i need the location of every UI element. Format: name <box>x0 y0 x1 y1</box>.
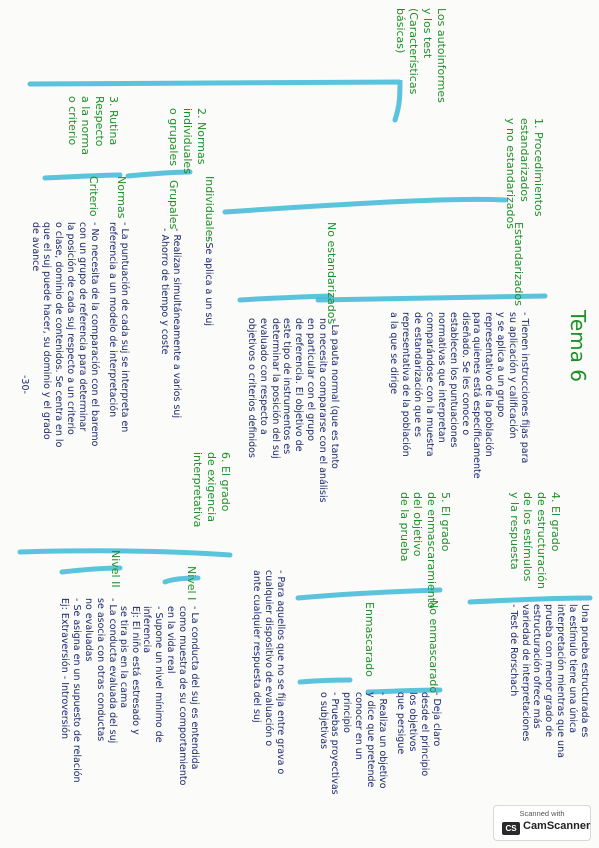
text-line: - Para aquellos que no se fija entre grava o <box>275 570 286 775</box>
text-line: - Pruebas proyectivas <box>329 692 341 795</box>
criterio-label: Criterio <box>87 176 100 217</box>
title-line: y los test <box>421 8 435 59</box>
heading-line: del objetivo <box>411 492 425 557</box>
text-line: - Se asigna en un supuesto de relación <box>71 598 83 783</box>
text-line: estructuración ofrece más <box>531 604 543 729</box>
text-line: la estímulo tiene una única <box>567 604 579 734</box>
text-line: - Realizan simultáneamente a varios suj <box>171 228 182 419</box>
bracket-sec6 <box>20 551 230 555</box>
bracket-sec4 <box>470 598 590 602</box>
page-title <box>393 8 448 103</box>
criterio-text <box>29 222 100 447</box>
text-line: inferencia <box>141 606 153 654</box>
text-line: este tipo de instrumentos es <box>281 318 293 455</box>
text-line: - La conducta del suj es entendida <box>189 606 200 770</box>
bracket-sec3 <box>45 175 120 178</box>
heading-line: 1. Procedimientos <box>532 118 545 217</box>
text-line: - La puntuación de cada suj se interpreta en <box>119 222 130 433</box>
text-line: Ej: Extraversión - Introversión <box>59 598 71 740</box>
text-line: comparándose con la muestra <box>424 312 435 457</box>
watermark-brand-text: CamScanner <box>523 820 591 832</box>
tema-heading: Tema 6 <box>566 310 590 382</box>
heading-line: de estructuración <box>535 492 549 589</box>
text-line: normativas que interpretan <box>435 312 447 443</box>
text-line: que el suj puede hacer, su dominio y el grado <box>41 222 53 440</box>
text-line: la posición de cada suj respecto a un criterio <box>65 222 77 435</box>
heading-line: 2. Normas <box>195 108 208 165</box>
text-line: variedad de interpretaciones <box>519 604 531 742</box>
text-line: a la que se dirige <box>388 312 400 395</box>
nivel1-label: Nivel I <box>185 566 198 601</box>
heading-line: y no estandarizados <box>504 118 518 229</box>
no-estandarizados-text <box>245 318 340 503</box>
page-number: -30- <box>19 375 30 394</box>
text-line: los objetivos <box>407 692 419 752</box>
text-line: se asocia con otras conductas <box>95 598 107 742</box>
text-line: evaluado con respecto a <box>257 318 269 435</box>
nivel2-text <box>59 598 118 783</box>
text-line: para quienes está específicamente <box>471 312 483 479</box>
text-line: Una prueba estructurada es <box>579 604 590 738</box>
grupales-label: Grupales <box>167 180 180 230</box>
heading-line: 3. Rutina <box>107 96 120 146</box>
bracket-sec1 <box>225 199 505 212</box>
text-line: su aplicación y calificación <box>507 312 519 439</box>
text-line: - Realiza un objetivo <box>377 692 388 789</box>
heading-line: de enmascaramiento <box>425 492 439 609</box>
heading-line: 4. El grado <box>549 492 562 552</box>
section4-heading <box>507 492 562 589</box>
heading-line: de los estímulos <box>521 492 535 582</box>
heading-line: individuales <box>181 108 195 174</box>
title-line: Los autoinformes <box>435 8 448 103</box>
heading-line: o grupales <box>167 108 181 166</box>
text-line: - Tienen instrucciones fijas para <box>519 312 530 464</box>
text-line: y dice que pretende <box>365 692 377 788</box>
text-line: - La conducta evaluada del suj <box>107 598 118 744</box>
heading-line: de exigencia <box>205 452 219 522</box>
text-line: referencia a un modelo de interpretación <box>107 222 119 418</box>
text-line: no necesita compararse con el análisis <box>317 318 329 503</box>
heading-line: de la prueba <box>397 492 411 562</box>
heading-line: interpretativa <box>191 452 205 528</box>
text-line: o subjetivas <box>317 692 329 750</box>
text-line: y se aplica a un grupo <box>495 312 507 418</box>
enmascarado-label: Enmascarado <box>363 602 376 677</box>
text-line: diseñado. Se les conoce o <box>459 312 471 436</box>
normas-label: Normas <box>115 176 128 219</box>
heading-line: 5. El grado <box>439 492 452 552</box>
text-line: ante cualquier respuesta del suj <box>251 570 263 723</box>
no-estandarizados-label: No estandarizados <box>325 222 338 325</box>
heading-line: estandarizados <box>518 118 532 202</box>
text-line: de referencia. El objetivo de <box>293 318 305 452</box>
estandarizados-text <box>388 312 531 479</box>
text-line: con un grupo de referencia para determinar <box>77 222 89 432</box>
text-line: representativa de la población <box>400 312 412 457</box>
text-line: en particular con el grupo <box>305 318 317 442</box>
section1-heading <box>504 118 545 229</box>
heading-line: o criterio <box>65 96 79 146</box>
text-line: desde el principio <box>419 692 431 777</box>
normas-text <box>106 222 130 432</box>
heading-line: a la norma <box>79 96 93 156</box>
nivel1-text <box>117 606 200 785</box>
text-line: determinar la posición del suj <box>269 318 281 459</box>
text-line: no evaluadas <box>83 598 95 662</box>
heading-line: Respecto <box>93 96 107 147</box>
text-line: cualquier dispositivo de evaluación o <box>263 570 275 747</box>
text-line: prueba con menor grado de <box>543 604 555 738</box>
camscanner-watermark <box>493 805 591 841</box>
section6-intro <box>250 570 286 774</box>
enmascarado-text <box>317 692 388 795</box>
text-line: conocer en un <box>353 692 365 760</box>
text-line: principio <box>341 692 353 733</box>
text-line: - Supone un nivel mínimo de <box>153 606 165 743</box>
individuales-label: Individuales <box>203 176 216 243</box>
text-line: - Deja claro <box>431 692 442 747</box>
text-line: - Ahorro de tiempo y coste <box>159 228 171 355</box>
section5-heading <box>397 492 452 609</box>
text-line: - La pauta normal (que es tanto <box>329 318 340 469</box>
text-line: de avance <box>29 222 41 272</box>
title-line: (Características <box>407 8 421 95</box>
nivel2-label: Nivel II <box>109 550 122 588</box>
heading-line: 6. El grado <box>219 452 232 512</box>
text-line: - Test de Rorschach <box>507 604 519 697</box>
section2-heading <box>167 108 208 174</box>
bracket-enm2 <box>300 680 350 682</box>
section6-heading <box>191 452 232 527</box>
watermark-scanned-text: Scanned with <box>519 809 565 818</box>
grupales-text <box>158 228 182 418</box>
text-line: Ej: El niño está estresado y <box>129 606 141 735</box>
text-line: o clase, dominio de contenidos. Se centra en lo <box>53 222 65 448</box>
no-enmascarado-label: No enmascarado <box>427 600 440 694</box>
heading-line: y la respuesta <box>507 492 521 570</box>
section3-heading <box>65 96 120 155</box>
text-line: objetivos o criterios definidos <box>245 318 257 458</box>
no-enmascarado-text <box>395 692 443 776</box>
text-line: en la vida real <box>165 606 177 674</box>
individuales-text: - Se aplica a un suj <box>203 236 214 327</box>
camscanner-logo-icon: CS <box>502 822 520 835</box>
estandarizados-label: Estandarizados <box>512 222 525 306</box>
text-line: establecen los puntuaciones <box>447 312 459 448</box>
text-line: como muestra de su comportamiento <box>177 606 189 786</box>
text-line: que persigue <box>395 692 407 755</box>
text-line: representativo de la población <box>483 312 495 457</box>
title-line: básicas) <box>393 8 407 54</box>
text-line: de estandarización que es <box>412 312 424 437</box>
text-line: se tira pis en la cama <box>117 606 129 709</box>
text-line: - No necesita de la comparación con el baremo <box>89 222 100 447</box>
section4-text <box>507 604 590 758</box>
text-line: interpretación mientras que una <box>555 604 567 758</box>
